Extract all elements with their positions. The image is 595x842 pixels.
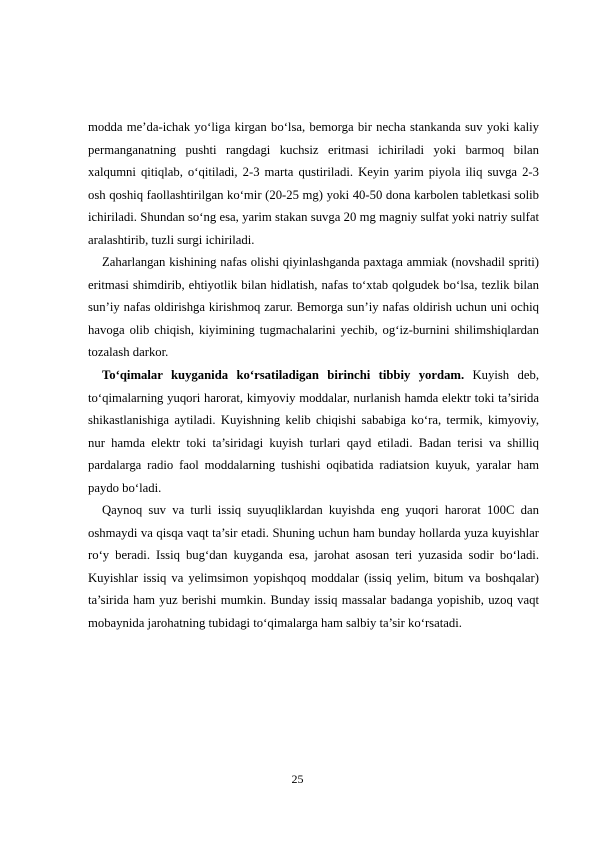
section-heading-burn-first-aid: To‘qimalar kuyganida ko‘rsatiladigan birinchi tibbiy yordam. [102,368,465,383]
paragraph-2-text: Zaharlangan kishining nafas olishi qiyinlashganda paxtaga ammiak (novshadil spriti) eritmasi shimdirib, ehtiyotlik bilan hidlatish, nafas to‘xtab qolgudek bo‘lsa, tezlik bilan sun’iy nafas oldirishga kirishmoq zarur. Bemorga sun’iy nafas oldirish uchun uni ochiq havoga olib chiqish, kiyimining tugmachalarini yechib, og‘iz-burnini shilimshiqlardan tozalash darkor. [88,255,539,360]
paragraph-4-text: Qaynoq suv va turli issiq suyuqliklardan kuyishda eng yuqori harorat 100C dan oshmaydi va qisqa vaqt ta’sir etadi. Shuning uchun ham bunday hollarda yuza kuyishlar ro‘y beradi. Issiq bug‘dan kuyganda esa, jarohat asosan teri yuzasida sodir bo‘ladi. Kuyishlar issiq va yelimsimon yopishqoq moddalar (issiq yelim, bitum va boshqalar) ta’sirida ham yuz berishi mumkin. Bunday issiq massalar badanga yopishib, uzoq vaqt mobaynida jarohatning tubidagi to‘qimalarga ham salbiy ta’sir ko‘rsatadi. [88,503,539,631]
paragraph-2 [88,251,539,364]
paragraph-1-text: modda me’da-ichak yo‘liga kirgan bo‘lsa, bemorga bir necha stankanda suv yoki kaliy permanganatning pushti rangdagi kuchsiz eritmasi ichiriladi yoki barmoq bilan xalqumni qitiqlab, o‘qitiladi, 2-3 marta qustiriladi. Keyin yarim piyola iliq suvga 2-3 osh qoshiq faollashtirilgan ko‘mir (20-25 mg) yoki 40-50 dona karbolen tabletkasi solib ichiriladi. Shundan so‘ng esa, yarim stakan suvga 20 mg magniy sulfat yoki natriy sulfat aralashtirib, tuzli surgi ichiriladi. [88,120,539,247]
paragraph-1 [88,116,539,251]
page-number: 25 [291,772,304,786]
paragraph-3 [88,364,539,499]
paragraph-3-text: Kuyish deb, to‘qimalarning yuqori harorat, kimyoviy moddalar, nurlanish hamda elektr toki ta’sirida shikastlanishiga aytiladi. Kuyishning kelib chiqishi sababiga ko‘ra, termik, kimyoviy, nur hamda elektr toki ta’siridagi kuyish turlari qayd etiladi. Badan terisi va shilliq pardalarga radio faol moddalarning tushishi oqibatida radiatsion kuyuk, yaralar ham paydo bo‘ladi. [88,368,539,495]
body-text [88,116,539,635]
paragraph-4 [88,499,539,634]
